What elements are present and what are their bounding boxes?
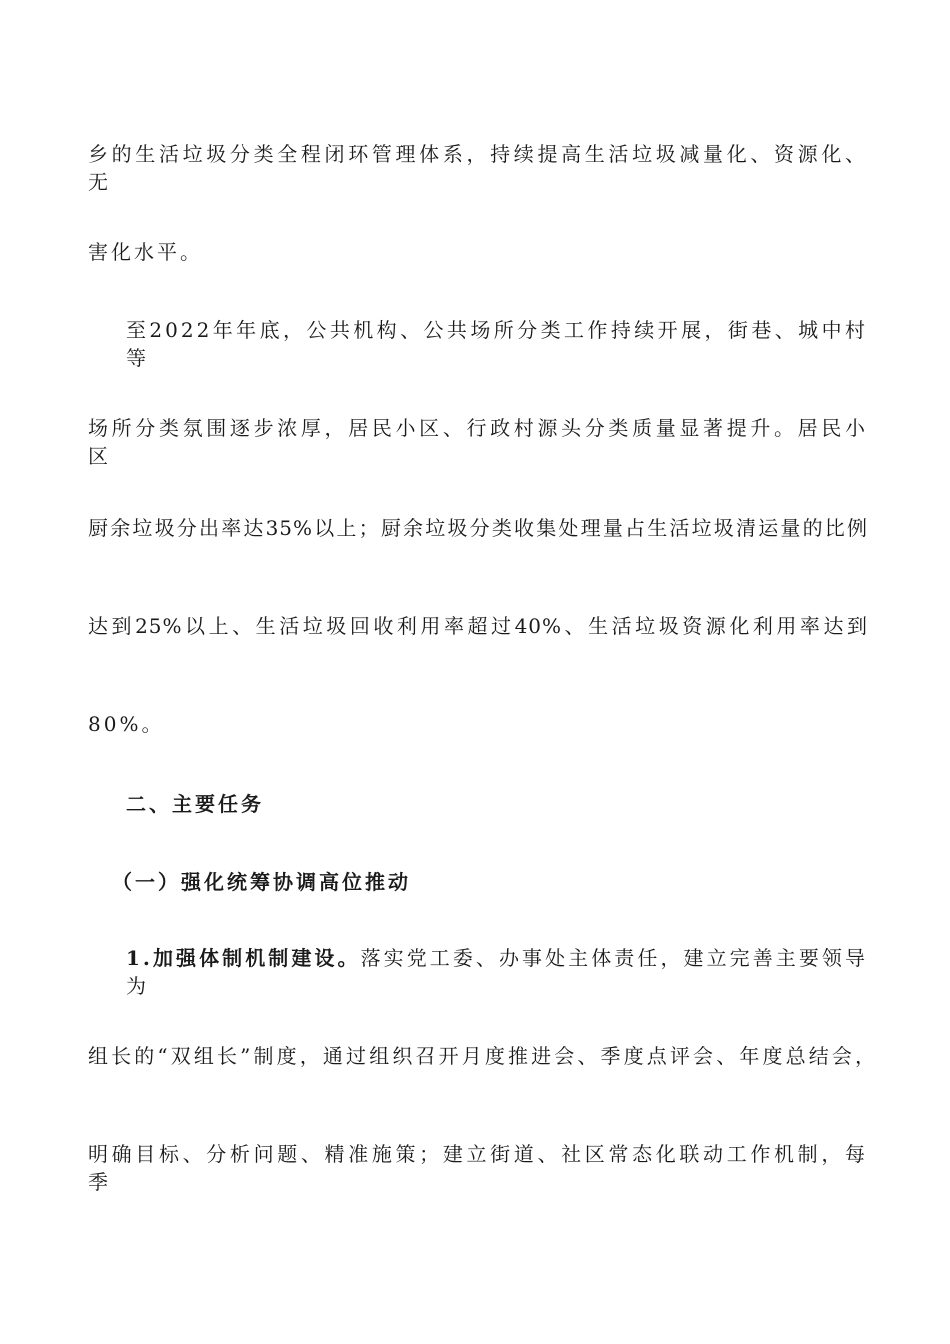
subsection-heading: （一）强化统筹协调高位推动 bbox=[112, 870, 411, 894]
paragraph-line-5: 厨余垃圾分出率达35%以上；厨余垃圾分类收集处理量占生活垃圾清运量的比例 bbox=[88, 516, 868, 540]
paragraph-line-2: 害化水平。 bbox=[88, 240, 203, 264]
paragraph-line-12: 明确目标、分析问题、精准施策；建立街道、社区常态化联动工作机制，每季 bbox=[88, 1142, 868, 1194]
paragraph-line-4: 场所分类氛围逐步浓厚，居民小区、行政村源头分类质量显著提升。居民小区 bbox=[88, 416, 868, 468]
paragraph-line-10 bbox=[126, 944, 868, 1000]
paragraph-line-3: 至2022年年底，公共机构、公共场所分类工作持续开展，街巷、城中村等 bbox=[126, 318, 868, 370]
item-title: 1.加强体制机制建设。 bbox=[126, 946, 361, 970]
section-heading: 二、主要任务 bbox=[126, 792, 264, 816]
paragraph-line-11: 组长的“双组长”制度，通过组织召开月度推进会、季度点评会、年度总结会， bbox=[88, 1044, 878, 1068]
paragraph-line-7: 80%。 bbox=[88, 712, 165, 736]
paragraph-line-6: 达到25%以上、生活垃圾回收利用率超过40%、生活垃圾资源化利用率达到 bbox=[88, 614, 868, 638]
paragraph-line-1: 乡的生活垃圾分类全程闭环管理体系，持续提高生活垃圾减量化、资源化、无 bbox=[88, 142, 868, 194]
item-text: 落实党工委、办事处主体责任，建立完善主要领导为 bbox=[126, 946, 868, 998]
